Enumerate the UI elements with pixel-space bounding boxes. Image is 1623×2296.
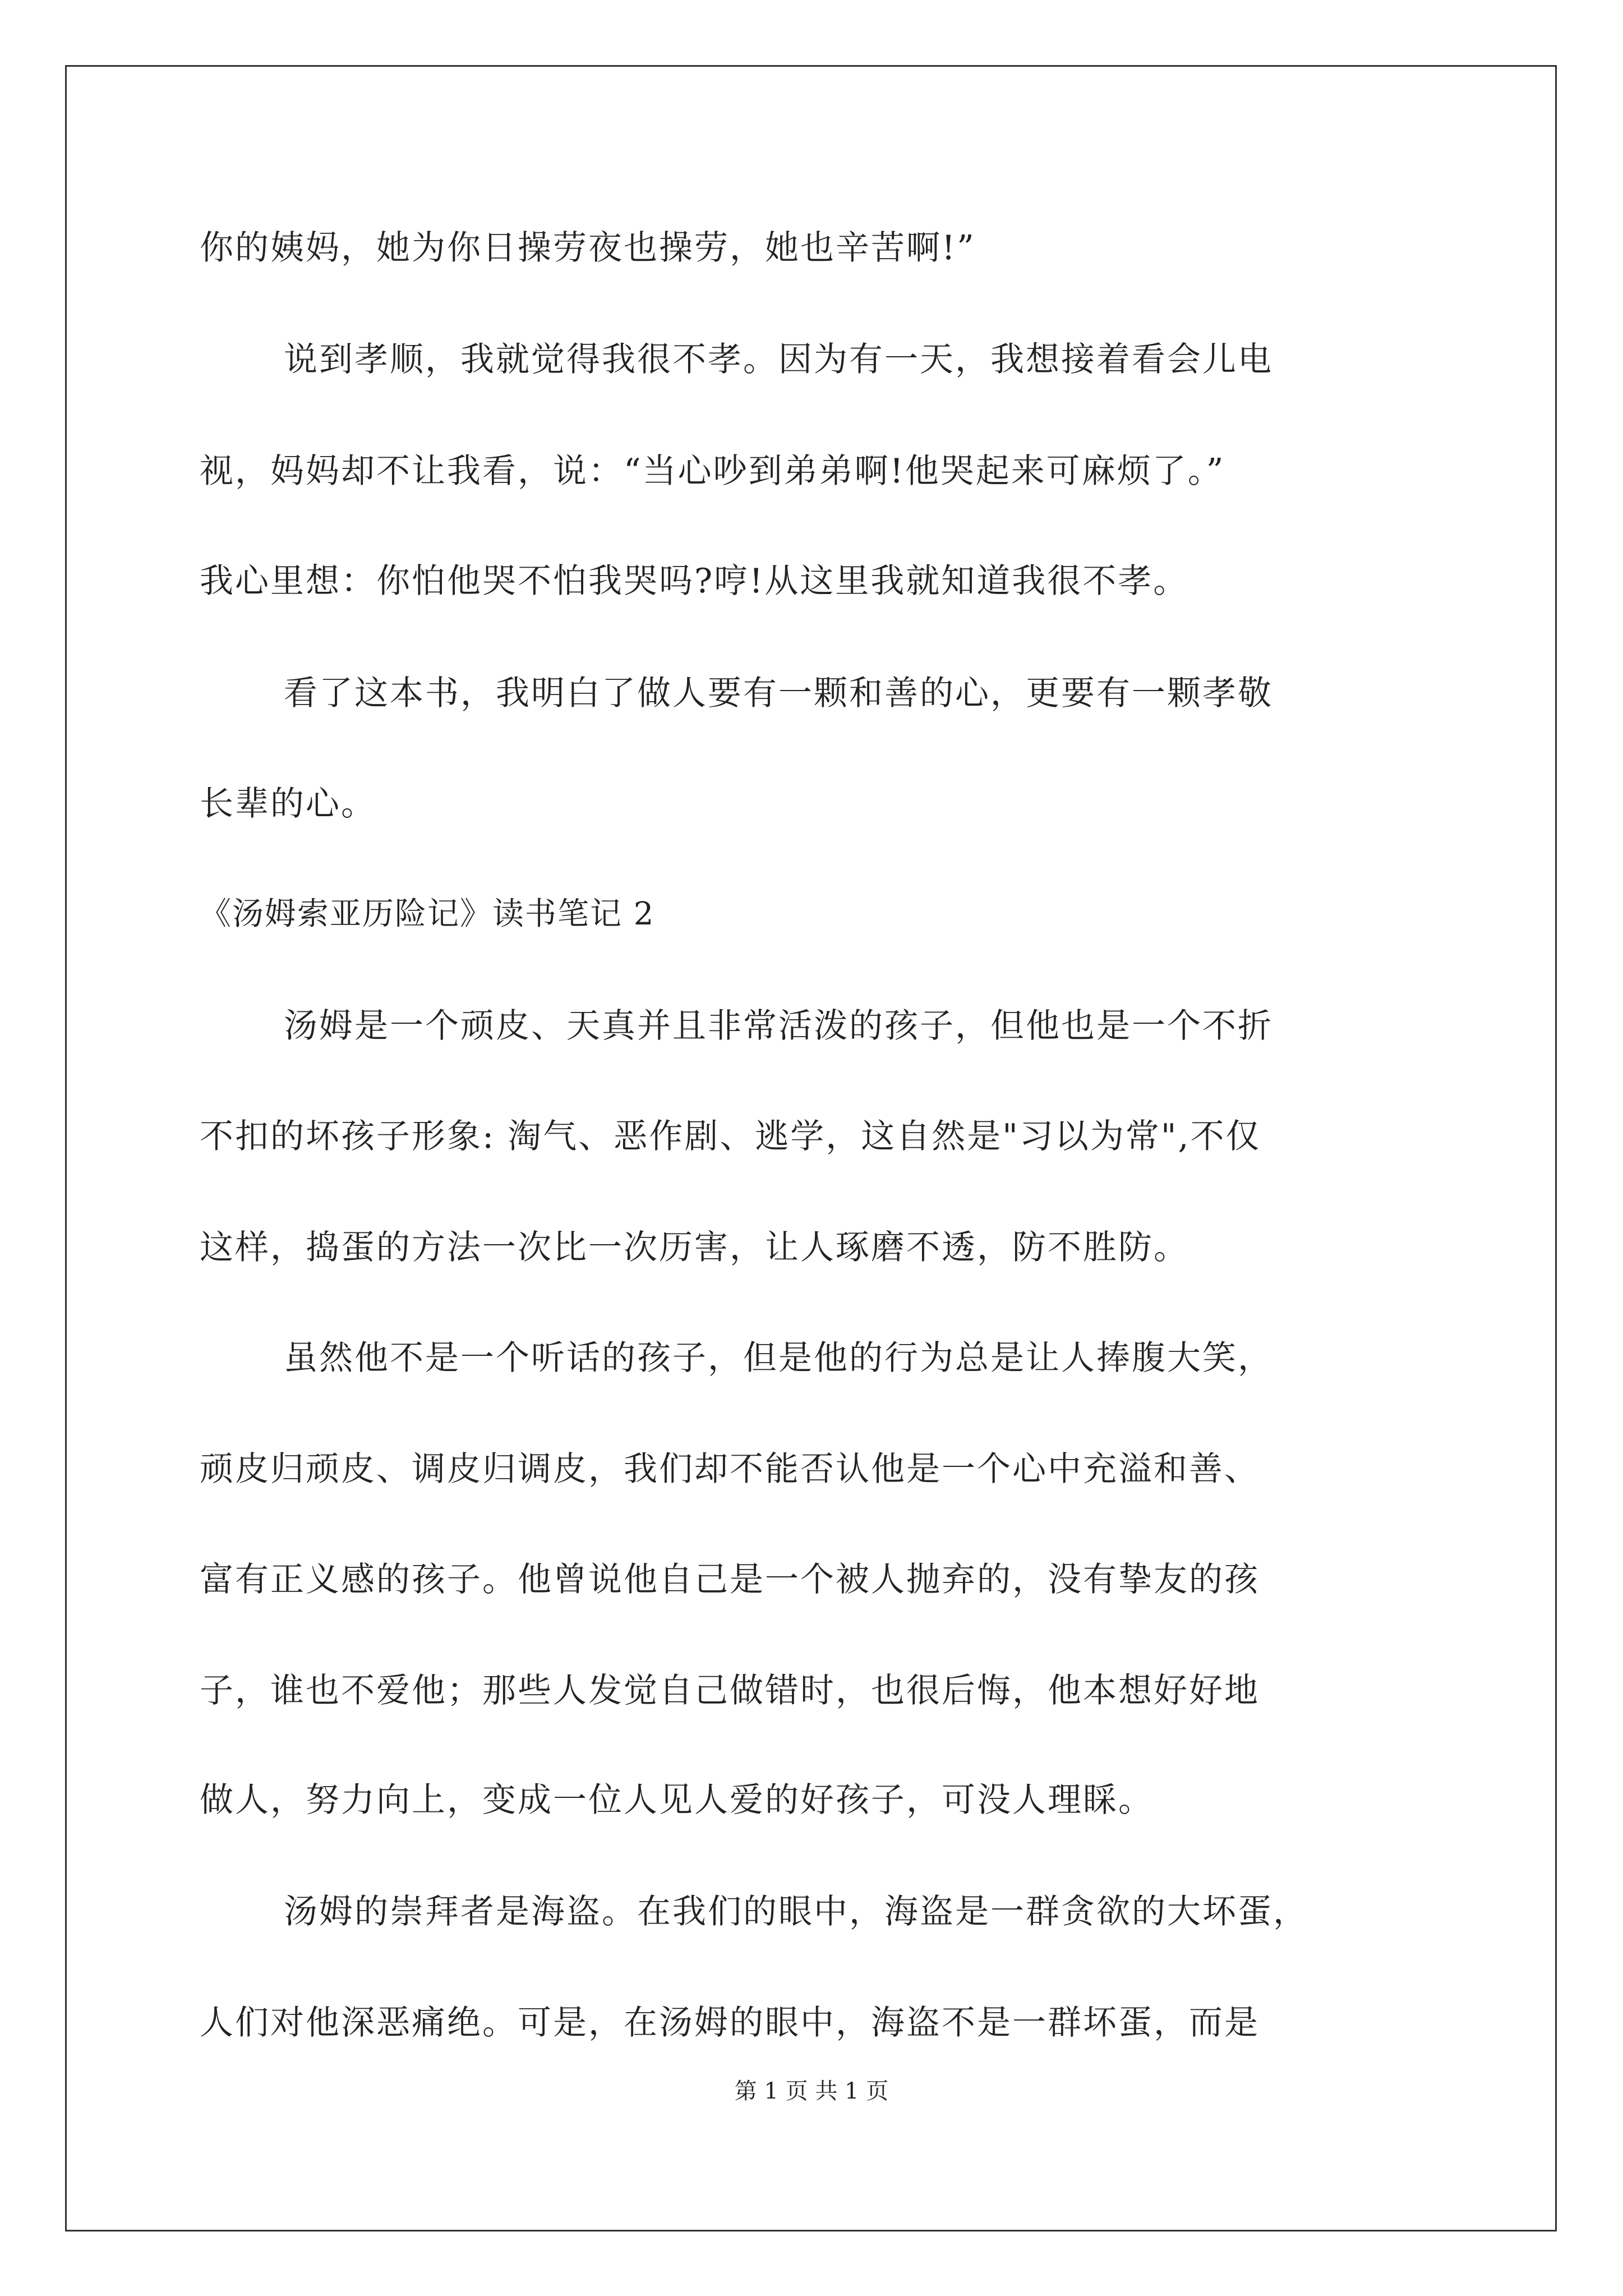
- text-line: 我心里想：你怕他哭不怕我哭吗?哼!从这里我就知道我很不孝。: [200, 562, 1189, 601]
- text-line: 汤姆是一个顽皮、天真并且非常活泼的孩子，但他也是一个不折: [284, 1006, 1273, 1046]
- page-footer: 第 1 页 共 1 页: [734, 2078, 889, 2104]
- section-heading: 《汤姆索亚历险记》读书笔记 2: [200, 896, 655, 932]
- text-line: 虽然他不是一个听话的孩子，但是他的行为总是让人捧腹大笑，: [284, 1338, 1273, 1378]
- text-line: 你的姨妈，她为你日操劳夜也操劳，她也辛苦啊!”: [200, 228, 976, 268]
- text-line: 汤姆的崇拜者是海盗。在我们的眼中，海盗是一群贪欲的大坏蛋，: [284, 1892, 1308, 1931]
- text-line: 这样，捣蛋的方法一次比一次历害，让人琢磨不透，防不胜防。: [200, 1228, 1189, 1267]
- text-line: 看了这本书，我明白了做人要有一颗和善的心，更要有一颗孝敬: [284, 674, 1273, 713]
- text-line: 富有正义感的孩子。他曾说他自己是一个被人抛弃的，没有挚友的孩: [200, 1560, 1260, 1599]
- text-line: 子，谁也不爱他；那些人发觉自己做错时，也很后悔，他本想好好地: [200, 1671, 1260, 1710]
- text-line: 人们对他深恶痛绝。可是，在汤姆的眼中，海盗不是一群坏蛋，而是: [200, 2003, 1260, 2042]
- text-line: 视，妈妈却不让我看，说：“当心吵到弟弟啊!他哭起来可麻烦了。”: [200, 452, 1225, 491]
- text-line: 长辈的心。: [200, 784, 376, 823]
- text-line: 说到孝顺，我就觉得我很不孝。因为有一天，我想接着看会儿电: [284, 340, 1273, 379]
- text-line: 顽皮归顽皮、调皮归调皮，我们却不能否认他是一个心中充溢和善、: [200, 1450, 1260, 1489]
- text-line: 做人，努力向上，变成一位人见人爱的好孩子，可没人理睬。: [200, 1780, 1154, 1820]
- text-line: 不扣的坏孩子形象: 淘气、恶作剧、逃学，这自然是"习以为常",不仅: [200, 1117, 1261, 1156]
